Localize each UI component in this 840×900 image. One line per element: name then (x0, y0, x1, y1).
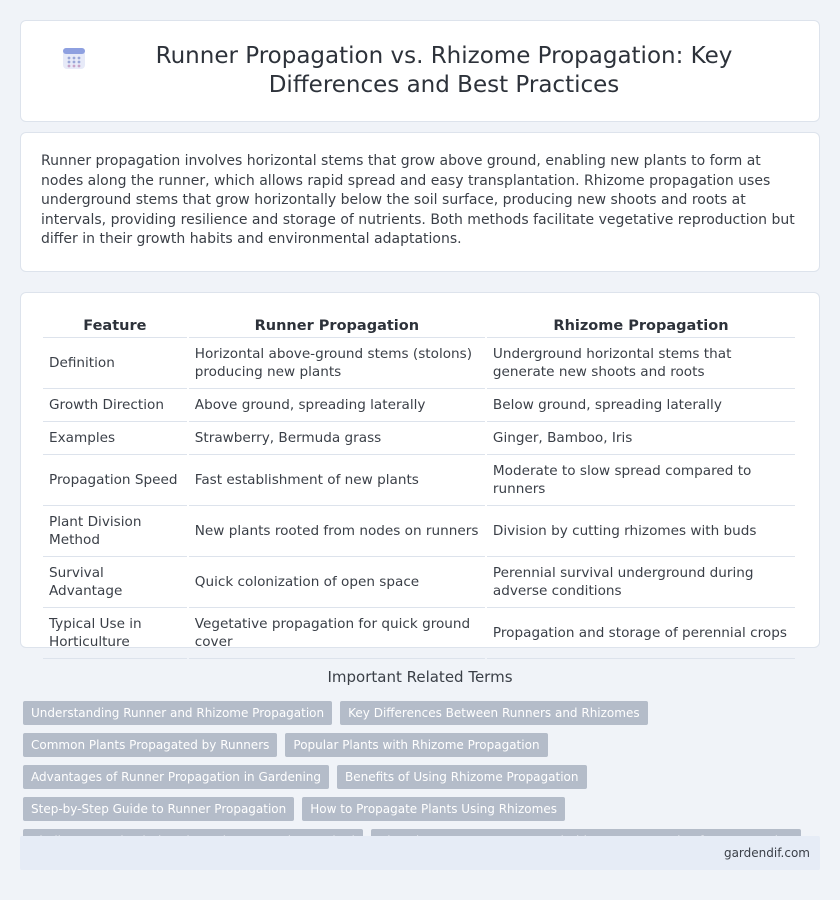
header-card (20, 20, 820, 122)
table-header-row (43, 315, 795, 338)
related-term-tag[interactable]: Popular Plants with Rhizome Propagation (285, 733, 547, 757)
table-cell: Typical Use in Horticulture (43, 608, 187, 659)
page-title: Runner Propagation vs. Rhizome Propagation: Key Differences and Best Practices (155, 43, 733, 98)
comparison-card (20, 292, 820, 648)
table-cell: Horizontal above-ground stems (stolons) producing new plants (189, 338, 485, 389)
table-cell: Survival Advantage (43, 557, 187, 608)
table-cell: Moderate to slow spread compared to runners (487, 455, 795, 506)
related-term-tag[interactable]: How to Propagate Plants Using Rhizomes (302, 797, 565, 821)
table-row (43, 557, 795, 608)
table-cell: Below ground, spreading laterally (487, 389, 795, 422)
related-term-tag[interactable]: Benefits of Using Rhizome Propagation (337, 765, 587, 789)
intro-text: Runner propagation involves horizontal stems that grow above ground, enabling new plants to form at nodes along the runner, which allows rapid spread and easy transplantation. Rhizome propagation uses underground stems that grow horizontally below the soil surface, producing new shoots and roots at intervals, providing resilience and storage of nutrients. Both methods facilitate vegetative reproduction but differ in their growth habits and environmental adaptations. (41, 153, 795, 248)
table-cell: Underground horizontal stems that generate new shoots and roots (487, 338, 795, 389)
table-cell: Propagation and storage of perennial crops (487, 608, 795, 659)
table-cell: Examples (43, 422, 187, 455)
related-term-tag[interactable]: Common Plants Propagated by Runners (23, 733, 277, 757)
calendar-grid-icon (61, 45, 87, 71)
table-cell: Fast establishment of new plants (189, 455, 485, 506)
column-header: Rhizome Propagation (487, 315, 795, 338)
intro-card (20, 132, 820, 272)
table-row (43, 422, 795, 455)
table-cell: Definition (43, 338, 187, 389)
related-term-tag[interactable]: Understanding Runner and Rhizome Propagation (23, 701, 332, 725)
table-row (43, 455, 795, 506)
footer-bar (20, 836, 820, 870)
related-term-tag[interactable]: Key Differences Between Runners and Rhizomes (340, 701, 647, 725)
related-terms-heading: Important Related Terms (327, 668, 513, 686)
related-term-tag[interactable]: Advantages of Runner Propagation in Gardening (23, 765, 329, 789)
comparison-table (41, 315, 797, 659)
table-cell: Propagation Speed (43, 455, 187, 506)
table-cell: Plant Division Method (43, 506, 187, 557)
table-cell: Vegetative propagation for quick ground cover (189, 608, 485, 659)
table-cell: Above ground, spreading laterally (189, 389, 485, 422)
column-header: Feature (43, 315, 187, 338)
related-term-tag[interactable]: Step-by-Step Guide to Runner Propagation (23, 797, 294, 821)
table-cell: Strawberry, Bermuda grass (189, 422, 485, 455)
column-header: Runner Propagation (189, 315, 485, 338)
table-cell: Quick colonization of open space (189, 557, 485, 608)
table-row (43, 506, 795, 557)
table-cell: Perennial survival underground during adverse conditions (487, 557, 795, 608)
table-row (43, 338, 795, 389)
table-cell: New plants rooted from nodes on runners (189, 506, 485, 557)
table-cell: Growth Direction (43, 389, 187, 422)
table-cell: Ginger, Bamboo, Iris (487, 422, 795, 455)
table-row (43, 608, 795, 659)
footer-site-link[interactable]: gardendif.com (723, 846, 810, 860)
table-row (43, 389, 795, 422)
table-cell: Division by cutting rhizomes with buds (487, 506, 795, 557)
